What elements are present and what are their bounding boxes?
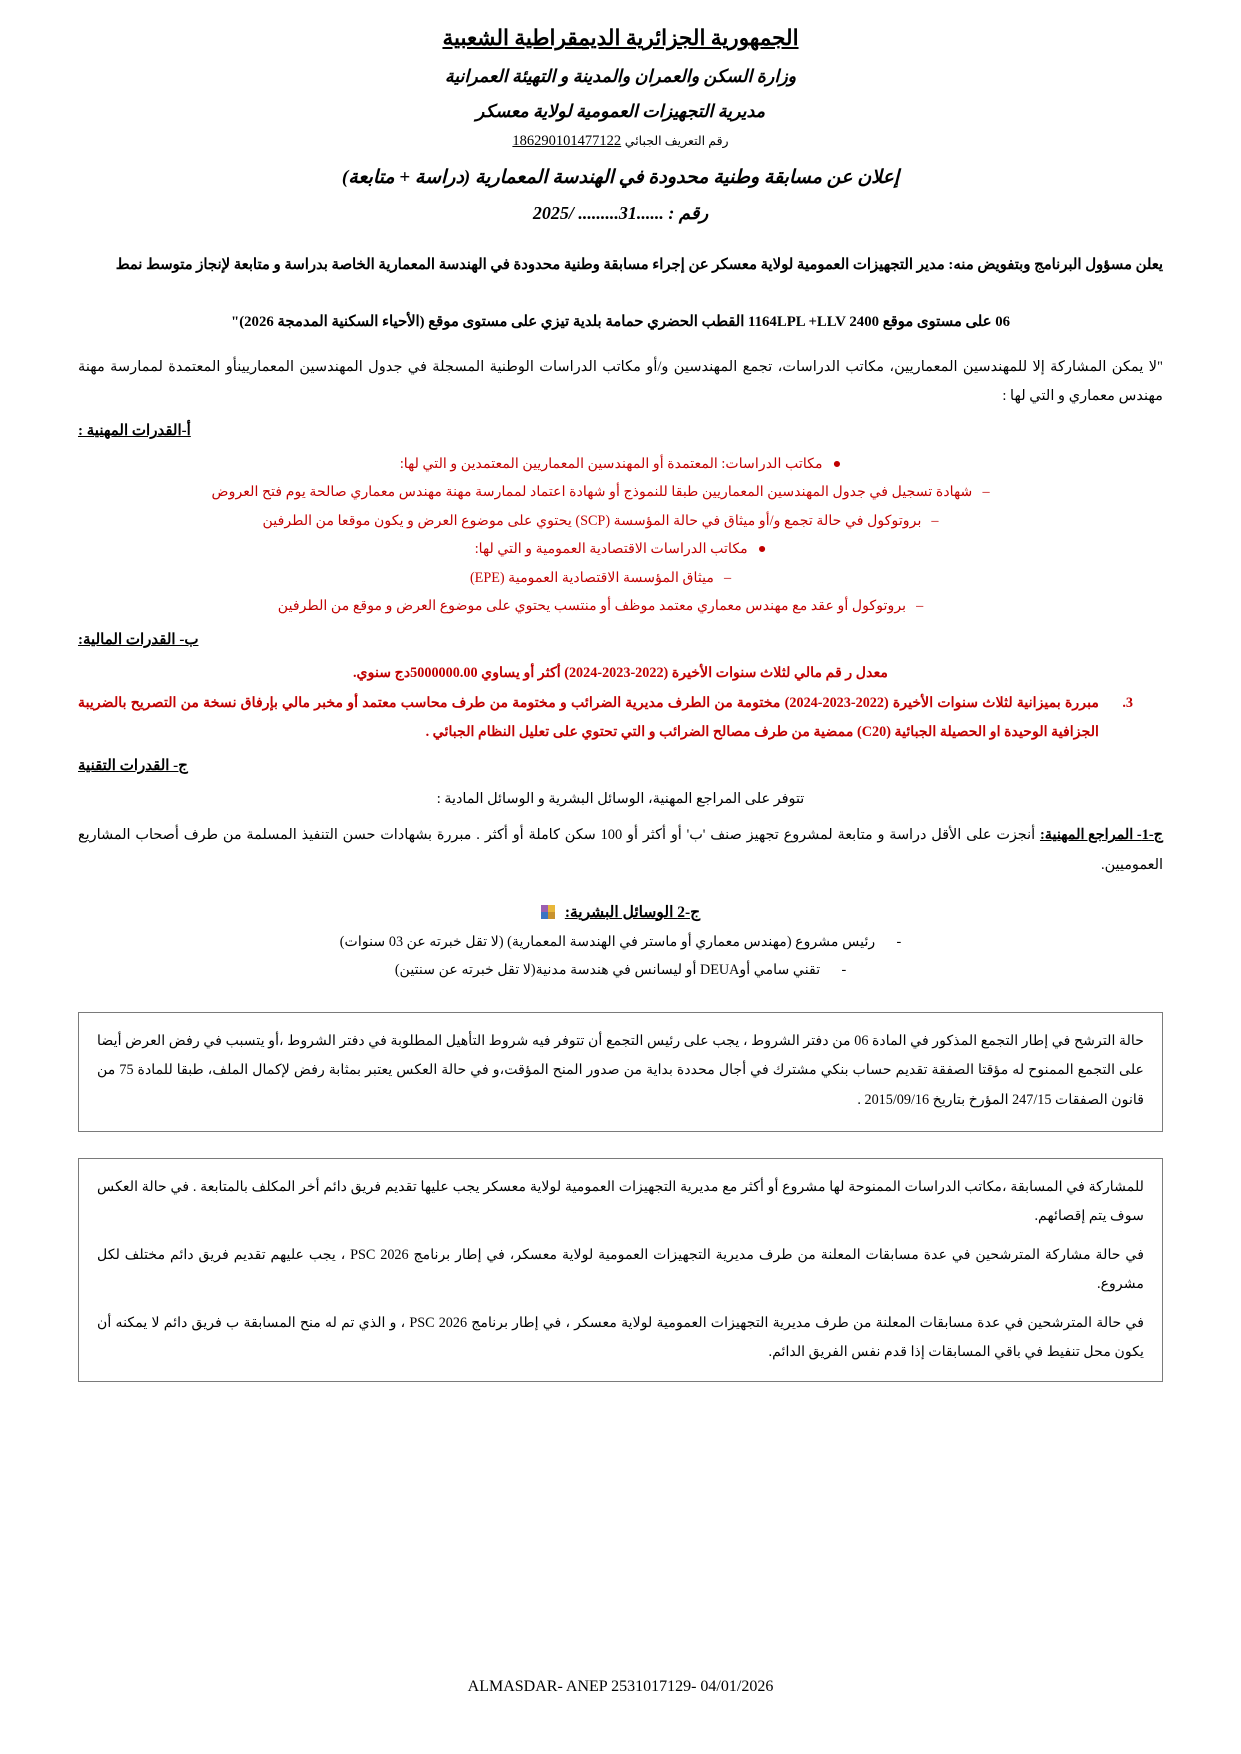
list-item (78, 564, 1163, 592)
footer-reference: ALMASDAR- ANEP 2531017129- 04/01/2026 (467, 1678, 774, 1695)
list-item-label: بروتوكول أو عقد مع مهندس معماري معتمد موظف أو منتسب يحتوي على موضوع العرض و موقع من الطرفين (277, 598, 907, 614)
bullet-dash-icon: – (916, 598, 924, 614)
section-c-intro: تتوفر على المراجع المهنية، الوسائل البشرية و الوسائل المادية : (436, 790, 805, 807)
participation-rules-box (78, 1158, 1163, 1383)
participation-rule-1: للمشاركة في المسابقة ،مكاتب الدراسات الممنوحة لها مشروع أو أكثر مع مديرية التجهيزات العمومية لولاية معسكر يجب عليها تقديم فريق دائم أخر المكلف بالمتابعة . في حالة العكس سوف يتم إقصائهم. (97, 1178, 1144, 1224)
list-item-label: مكاتب الدراسات: المعتمدة أو المهندسين المعماريين المعتمدين و التي لها: (399, 455, 823, 472)
section-c1-text: أنجزت على الأقل دراسة و متابعة لمشروع تجهيز صنف 'ب' أو أكثر أو 100 سكن كاملة أو أكثر . مبررة بشهادات حسن التنفيذ المسلمة من طرف أصحاب المشاريع العموميين. (78, 827, 1163, 873)
list-item-label: مكاتب الدراسات الاقتصادية العمومية و التي لها: (474, 541, 748, 558)
item-line1: مبررة بميزانية لثلاث سنوات الأخيرة (2022-2023-2024) مختومة من الطرف مديرية الضرائب و مختومة من طرف محاسب معتمد أو مخبر مالي بإرفاق نسخة من (180, 695, 1099, 712)
participation-rule-2: في حالة مشاركة المترشحين في عدة مسابقات المعلنة من طرف مديرية التجهيزات العمومية لولاية معسكر، في إطار برنامج PSC 2026 ، يجب عليهم تقديم فريق دائم مختلف لكل مشروع. (97, 1246, 1145, 1292)
grouping-conditions-box (78, 1012, 1163, 1131)
section-a-list (78, 450, 1163, 620)
list-item (78, 928, 1163, 956)
participation-conditions: "لا يمكن المشاركة إلا للمهندسين المعماريين، مكاتب الدراسات، تجمع المهندسين و/أو مكاتب الدراسات الوطنية المسجلة في جدول المهندسين المعماريينأو المعتمدة لممارسة مهنة مهندس معماري و التي لها : (78, 359, 1163, 405)
section-c2-label: ج-2 الوسائل البشرية: (564, 903, 701, 921)
section-c1-references (78, 821, 1163, 880)
section-b-heading: ب- القدرات المالية: (78, 632, 199, 649)
tax-id-label: رقم التعريف الجبائي (624, 133, 729, 148)
list-item (78, 507, 1163, 535)
list-item-label: تقني سامي أوDEUA أو ليسانس في هندسة مدنية(لا تقل خبرته عن سنتين) (394, 961, 821, 978)
ministry-title: وزارة السكن والعمران والمدينة و التهيئة العمرانية (444, 65, 797, 86)
section-b-turnover: معدل ر قم مالي لثلاث سنوات الأخيرة (2022-2023-2024) أكثر أو يساوي 5000000.00دج سنوي. (352, 664, 889, 681)
list-item-label: ميثاق المؤسسة الاقتصادية العمومية (EPE) (469, 569, 714, 586)
section-c2-heading (78, 903, 1163, 922)
list-item (78, 592, 1163, 620)
grouping-conditions-text: حالة الترشح في إطار التجمع المذكور في المادة 06 من دفتر الشروط ، يجب على رئيس التجمع أن تتوفر فيه شروط التأهيل المطلوبة في دفتر الشروط ،أو يتسبب في رفض العرض أيضا على التجمع الممنوح له مؤقتا الصفقة تقديم حساب بنكي مشترك في أجال محددة بداية من صدور المنح المؤقت،و في حالة العكس يعتبر بمثابة رفض لإكمال الملف، طبقا للمادة 75 من قانون الصفقات 247/15 المؤرخ بتاريخ 2015/09/16 . (97, 1033, 1145, 1108)
project-code: 1164LPL +LLV 2400 (748, 313, 880, 330)
section-c1-label: ج-1- المراجع المهنية: (1039, 827, 1163, 844)
bullet-dot-icon: ● (832, 455, 842, 472)
bullet-dash-icon: – (723, 569, 732, 586)
tax-id-value: 186290101477122 (512, 132, 622, 149)
list-item (78, 450, 1163, 478)
country-title: الجمهورية الجزائرية الديمقراطية الشعبية (442, 26, 799, 50)
directorate-title: مديرية التجهيزات العمومية لولاية معسكر (475, 100, 766, 121)
bullet-hyphen-icon: - (896, 933, 902, 950)
list-item (78, 478, 1163, 506)
announcement-title: إعلان عن مسابقة وطنية محدودة في الهندسة المعمارية (دراسة + متابعة) (341, 167, 900, 189)
section-c2-list (78, 928, 1163, 985)
section-b-numbered-item (78, 689, 1163, 746)
list-item-label: بروتوكول في حالة تجمع و/أو ميثاق في حالة المؤسسة (SCP) يحتوي على موضوع العرض و يكون موقعا من الطرفين (262, 512, 922, 529)
list-item-label: شهادة تسجيل في جدول المهندسين المعماريين طبقا للنموذج أو شهادة اعتماد لممارسة مهنة مهندس معماري صالحة يوم فتح العروض (211, 484, 973, 501)
list-item (78, 535, 1163, 563)
document-header (78, 26, 1163, 224)
list-item-label: رئيس مشروع (مهندس معماري أو ماستر في الهندسة المعمارية) (لا تقل خبرته عن 03 سنوات) (339, 933, 876, 950)
diamond-bullet-icon (541, 905, 555, 919)
section-a-heading: أ-القدرات المهنية : (78, 423, 191, 440)
section-c-heading: ج- القدرات التقنية (78, 758, 188, 775)
tax-id-line (78, 133, 1163, 150)
item-number: 3. (1122, 695, 1133, 712)
intro-line2-prefix: 06 على مستوى موقع (882, 313, 1011, 330)
participation-rule-3: في حالة المترشحين في عدة مسابقات المعلنة من طرف مديرية التجهيزات العمومية لولاية معسكر ، في إطار برنامج PSC 2026 ، و الذي تم له منح المسابقة ب فريق دائم لا يمكنه أن يكون محل تنفيط في باقي المسابقات إذا قدم نفس الفريق الدائم. (97, 1315, 1144, 1361)
bullet-dash-icon: – (982, 484, 990, 501)
item-line2: التصريح بالضريبة الجزافية الوحيدة او الحصيلة الجبائية (C20) ممضية من طرف مصالح الضرائب و التي تحتوي على تعليل النظام الجبائي . (78, 695, 1099, 740)
intro-line2-suffix: القطب الحضري حمامة بلدية تيزي على مستوى موقع (الأحياء السكنية المدمجة 2026)" (230, 313, 745, 330)
intro-paragraph-line2 (78, 307, 1163, 337)
list-item (78, 956, 1163, 984)
announcement-number: رقم : ......31......... /2025 (532, 202, 709, 223)
bullet-dash-icon: – (931, 512, 939, 529)
bullet-dot-icon: ● (757, 541, 767, 558)
intro-paragraph-line1: يعلن مسؤول البرنامج وبتفويض منه: مدير التجهيزات العمومية لولاية معسكر عن إجراء مسابقة وطنية محدودة في الهندسة المعمارية الخاصة بدراسة و متابعة لإنجاز متوسط نمط (115, 257, 1163, 274)
bullet-hyphen-icon: - (841, 961, 847, 978)
